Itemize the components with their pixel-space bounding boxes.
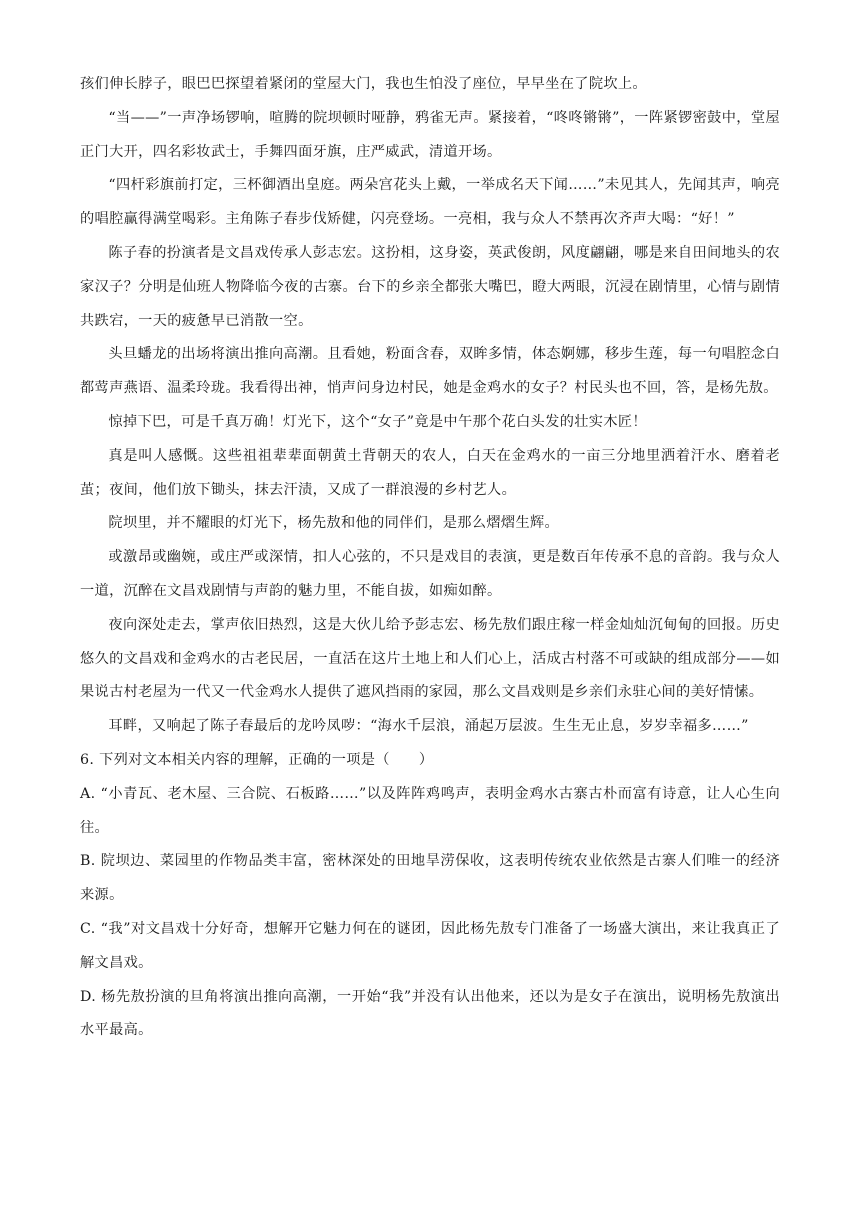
- paragraph: 头旦蟠龙的出场将演出推向高潮。且看她，粉面含春，双眸多情，体态婀娜，移步生莲，每一句唱腔念白都莺声燕语、温柔玲珑。我看得出神，悄声问身边村民，她是金鸡水的女子？村民头也不回，答，是杨先敖。: [80, 346, 780, 397]
- paragraph: 夜向深处走去，掌声依旧热烈，这是大伙儿给予彭志宏、杨先敖们跟庄稼一样金灿灿沉甸甸的回报。历史悠久的文昌戏和金鸡水的古老民居，一直活在这片土地上和人们心上，活成古村落不可或缺的组成部分——如果说古村老屋为一代又一代金鸡水人提供了遮风挡雨的家园，那么文昌戏则是乡亲们永驻心间的美好情愫。: [80, 616, 780, 701]
- paragraph: 耳畔，又响起了陈子春最后的龙吟凤哕：“海水千层浪，涌起万层波。生生无止息，岁岁幸福多……”: [108, 718, 749, 735]
- paragraph: 或激昂或幽婉，或庄严或深情，扣人心弦的，不只是戏目的表演，更是数百年传承不息的音韵。我与众人一道，沉醉在文昌戏剧情与声韵的魅力里，不能自拔，如痴如醉。: [80, 549, 780, 599]
- question-stem: 6. 下列对文本相关内容的理解，正确的一项是（ ）: [80, 751, 434, 768]
- document-page: [80, 68, 780, 1048]
- option-a[interactable]: A. “小青瓦、老木屋、三合院、石板路……”以及阵阵鸡鸣声，表明金鸡水古寨古朴而富有诗意，让人心生向往。: [80, 785, 780, 836]
- passage: [80, 68, 780, 744]
- paragraph: 陈子春的扮演者是文昌戏传承人彭志宏。这扮相，这身姿，英武俊朗，风度翩翩，哪是来自田间地头的农家汉子？分明是仙班人物降临今夜的古寨。台下的乡亲全都张大嘴巴，瞪大两眼，沉浸在剧情里，心情与剧情共跌宕，一天的疲惫早已消散一空。: [80, 244, 780, 329]
- paragraph: “当——”一声净场锣响，喧腾的院坝顿时哑静，鸦雀无声。紧接着，“咚咚锵锵”，一阵紧锣密鼓中，堂屋正门大开，四名彩妆武士，手舞四面牙旗，庄严威武，清道开场。: [80, 109, 780, 160]
- paragraph: 惊掉下巴，可是千真万确！灯光下，这个“女子”竟是中午那个花白头发的壮实木匠！: [108, 413, 647, 430]
- paragraph: 孩们伸长脖子，眼巴巴探望着紧闭的堂屋大门，我也生怕没了座位，早早坐在了院坎上。: [80, 76, 647, 92]
- option-d[interactable]: D. 杨先敖扮演的旦角将演出推向高潮，一开始“我”并没有认出他来，还以为是女子在演出，说明杨先敖演出水平最高。: [80, 988, 780, 1039]
- paragraph: “四杆彩旗前打定，三杯御酒出皇庭。两朵宫花头上戴，一举成名天下闻……”未见其人，先闻其声，响亮的唱腔赢得满堂喝彩。主角陈子春步伐矫健，闪亮登场。一亮相，我与众人不禁再次齐声大喝：“好！”: [80, 177, 780, 228]
- paragraph: 院坝里，并不耀眼的灯光下，杨先敖和他的同伴们，是那么熠熠生辉。: [108, 515, 560, 532]
- paragraph: 真是叫人感慨。这些祖祖辈辈面朝黄土背朝天的农人，白天在金鸡水的一亩三分地里洒着汗水、磨着老茧；夜间，他们放下锄头，抹去汗渍，又成了一群浪漫的乡村艺人。: [80, 447, 780, 498]
- option-b[interactable]: B. 院坝边、菜园里的作物品类丰富，密林深处的田地旱涝保收，这表明传统农业依然是古寨人们唯一的经济来源。: [80, 853, 780, 904]
- question-6: [80, 744, 780, 1048]
- option-c[interactable]: C. “我”对文昌戏十分好奇，想解开它魅力何在的谜团，因此杨先敖专门准备了一场盛大演出，来让我真正了解文昌戏。: [80, 920, 780, 971]
